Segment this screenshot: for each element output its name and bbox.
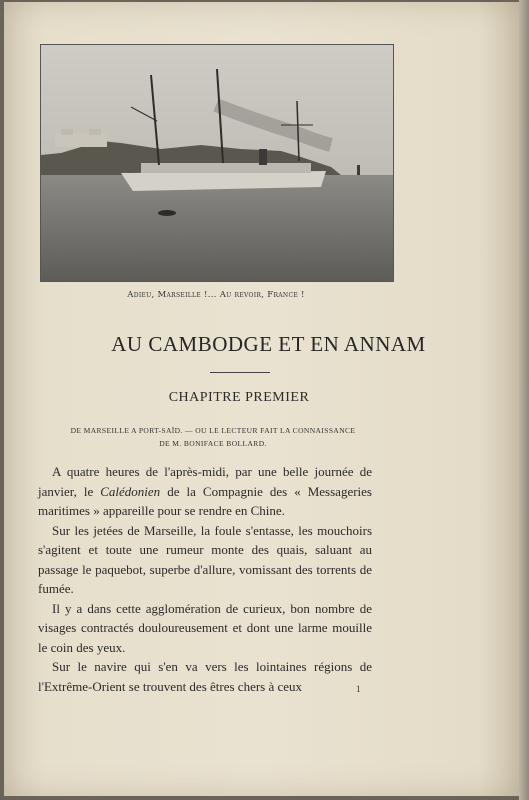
- chapter-summary: [38, 424, 388, 450]
- paragraph-4: Sur le navire qui s'en va vers les lointaines régions de l'Extrême-Orient se trouvent des êtres chers à ceux: [38, 659, 372, 694]
- chapter-heading: CHAPITRE PREMIER: [168, 390, 310, 405]
- paragraph-1: [38, 462, 372, 521]
- paragraph-1-end: de la Compagnie des « Messageries maritimes » appareille pour se rendre en Chine.: [38, 483, 372, 518]
- ship-departure-photo: [40, 44, 394, 282]
- book-page: [4, 2, 520, 796]
- chapter-summary-line-1: DE MARSEILLE A PORT-SAÏD. — OU LE LECTEUR FAIT LA CONNAISSANCE: [70, 426, 356, 435]
- photo-caption: Adieu, Marseille !... Au revoir, France !: [127, 290, 305, 300]
- chapter-summary-line-2: DE M. BONIFACE BOLLARD.: [159, 439, 267, 448]
- page-number: 1: [356, 684, 361, 694]
- steamship-illustration: [41, 45, 393, 281]
- title-divider: [210, 372, 270, 373]
- paragraph-1-start: A quatre heures de l'après-midi, par une belle journée de janvier, le: [38, 464, 372, 499]
- paragraph-2: Sur les jetées de Marseille, la foule s'entasse, les mouchoirs s'agitent et toute une rumeur monte des quais, saluant au passage le paquebot, superbe d'allure, vomissant des torrents de fumée.: [38, 522, 372, 596]
- book-title: AU CAMBODGE ET EN ANNAM: [111, 332, 426, 356]
- page-edge: [519, 0, 529, 800]
- paragraph-3: Il y a dans cette agglomération de curieux, bon nombre de visages contractés douloureusement et dont une larme mouille le coin des yeux.: [38, 600, 372, 655]
- body-text: [38, 462, 372, 696]
- ship-name: Calédonien: [100, 483, 161, 499]
